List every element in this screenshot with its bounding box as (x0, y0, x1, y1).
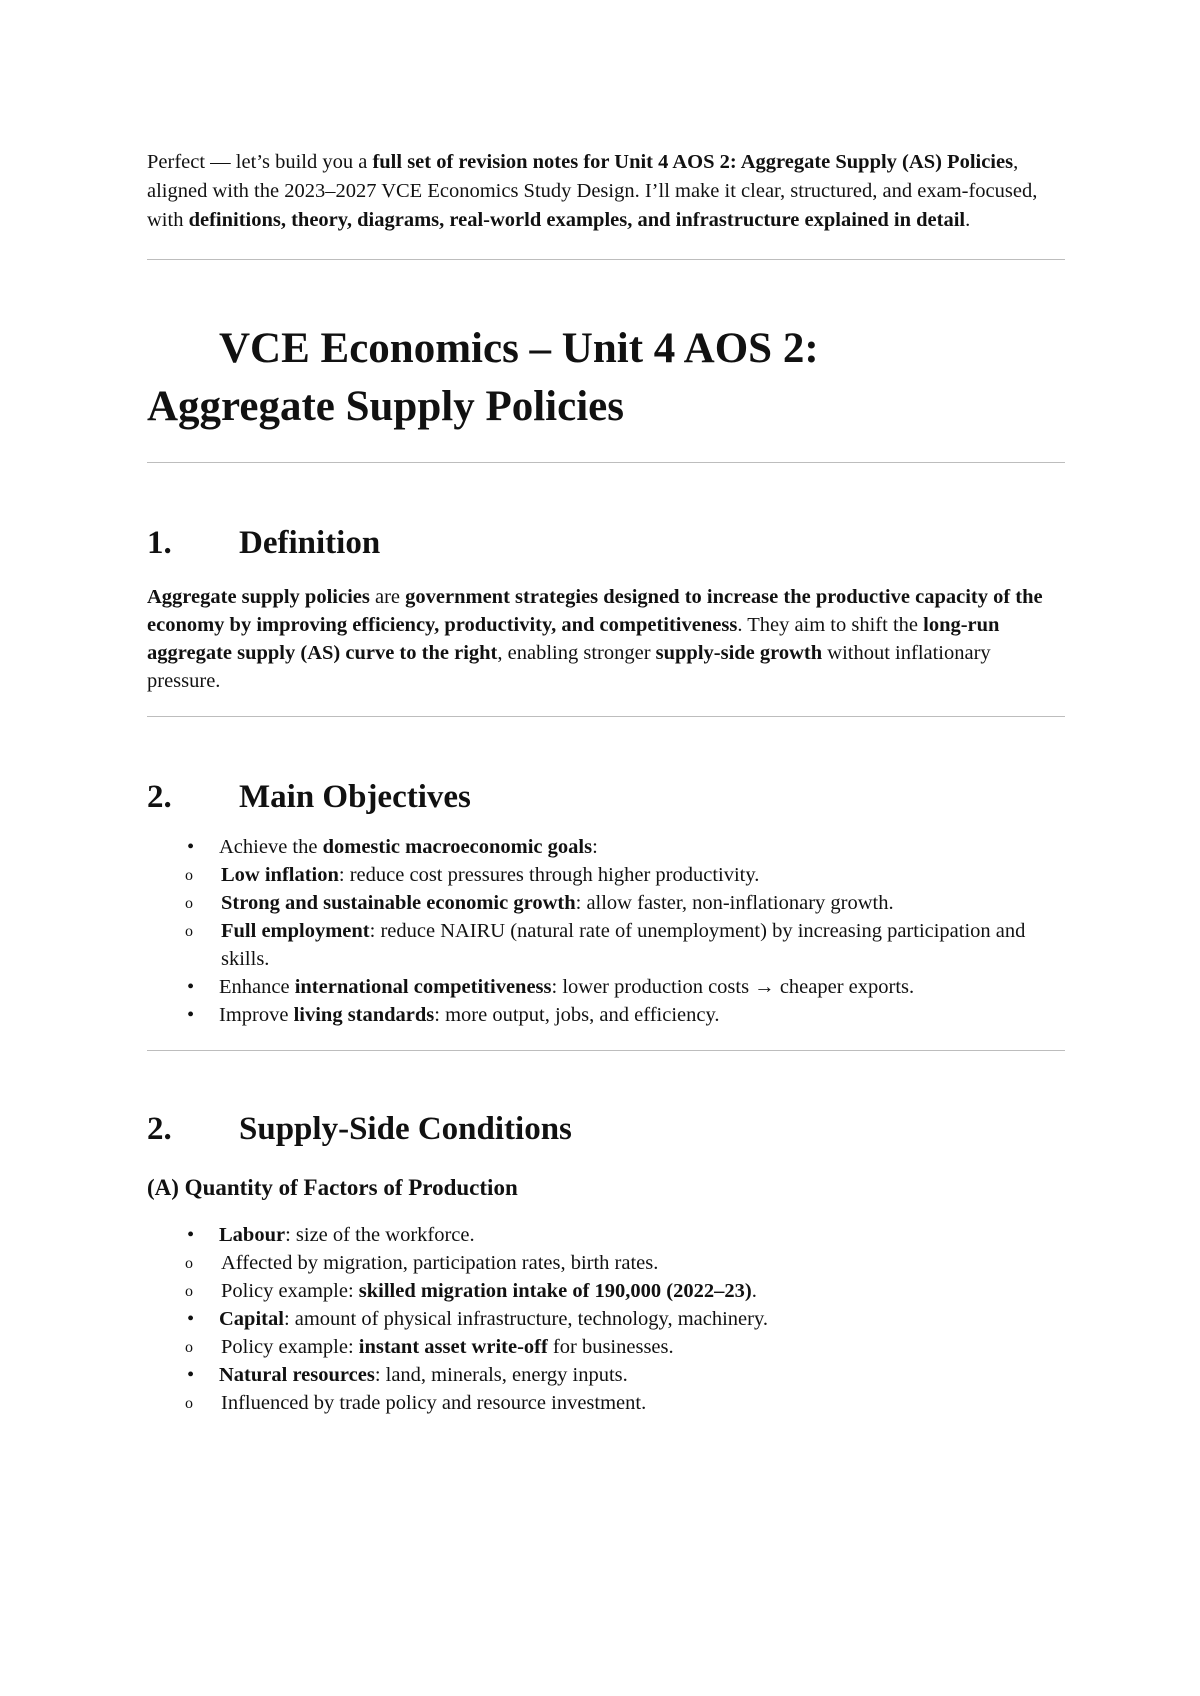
list-item (147, 1305, 1065, 1361)
text: for businesses. (547, 1336, 674, 1358)
sub-bullet-icon: o (185, 1395, 193, 1412)
intro-bold-contents: definitions, theory, diagrams, real-world examples, and infrastructure explained in detail (188, 209, 966, 231)
document-page (147, 136, 1065, 1417)
sub-bullet-icon: o (185, 1283, 193, 1300)
sub-list (147, 861, 1065, 973)
text: Policy example: (221, 1336, 359, 1358)
section-heading-definition (147, 523, 1065, 563)
divider (147, 716, 1065, 717)
bullet-icon: • (187, 836, 195, 858)
page-title-line1: VCE Economics – Unit 4 AOS 2: (219, 325, 819, 372)
list-item (147, 833, 1065, 973)
subsection-heading: (A) Quantity of Factors of Production (147, 1175, 518, 1200)
bullet-icon: • (187, 1364, 195, 1386)
section-title: Main Objectives (239, 779, 471, 815)
bold-term: Strong and sustainable economic growth (221, 892, 576, 914)
text: : reduce NAIRU (natural rate of unemployment) by increasing participation and skills. (221, 920, 1026, 970)
bold-term: skilled migration intake of 190,000 (2022–23) (358, 1280, 752, 1302)
factors-list (147, 1221, 1065, 1417)
intro-text: Perfect — let’s build you a (147, 151, 373, 173)
bold-term: government strategies designed to increase the productive capacity of the economy by improving efficiency, productivity, and competitiveness (147, 586, 1043, 636)
bold-term: international competitiveness (294, 976, 552, 998)
intro-text: . (965, 209, 971, 231)
bullet-icon: • (187, 1224, 195, 1246)
sub-list (147, 1249, 1065, 1305)
list-item (147, 973, 1065, 1001)
bold-term: domestic macroeconomic goals (322, 836, 593, 858)
sub-bullet-icon: o (185, 895, 193, 912)
divider (147, 259, 1065, 260)
bullet-icon: • (187, 976, 195, 998)
intro-bold-topic: full set of revision notes for Unit 4 AOS 2: Aggregate Supply (AS) Policies (372, 151, 1014, 173)
text: Enhance (219, 976, 295, 998)
section-number: 2. (147, 779, 172, 815)
definition-paragraph (147, 583, 1065, 695)
sub-list-item (147, 1389, 1065, 1417)
text: : land, minerals, energy inputs. (374, 1364, 628, 1386)
section-heading-supply-side (147, 1109, 1065, 1149)
sub-list-item (147, 861, 1065, 889)
text: . They aim to shift the (737, 614, 924, 636)
text: : amount of physical infrastructure, technology, machinery. (283, 1308, 768, 1330)
text: . (751, 1280, 757, 1302)
bold-term: supply-side growth (655, 642, 823, 664)
divider (147, 1050, 1065, 1051)
list-item (147, 1221, 1065, 1305)
list-item (147, 1001, 1065, 1029)
text: without inflationary pressure. (147, 642, 991, 692)
bullet-icon: • (187, 1308, 195, 1330)
intro-paragraph (147, 148, 1065, 235)
bold-term: Capital (219, 1308, 284, 1330)
section-number: 1. (147, 525, 172, 561)
text: Affected by migration, participation rates, birth rates. (221, 1252, 659, 1274)
text: Improve (219, 1004, 294, 1026)
text: : reduce cost pressures through higher productivity. (338, 864, 760, 886)
text: are (369, 586, 406, 608)
section-heading-objectives (147, 777, 1065, 817)
intro-text: , aligned with the 2023–2027 VCE Economics Study Design. I’ll make it clear, structured, and exam-focused, with (147, 151, 1038, 231)
bold-term: Natural resources (219, 1364, 375, 1386)
bold-term: Labour (219, 1224, 286, 1246)
sub-list-item (147, 1333, 1065, 1361)
bold-term: instant asset write-off (358, 1336, 548, 1358)
text: : (592, 836, 598, 858)
page-title-line2: Aggregate Supply Policies (147, 383, 624, 430)
page-title (147, 320, 1065, 436)
text: : allow faster, non-inflationary growth. (575, 892, 894, 914)
objectives-list (147, 833, 1065, 1029)
bullet-icon: • (187, 1004, 195, 1026)
sub-list-item (147, 889, 1065, 917)
text: Influenced by trade policy and resource investment. (221, 1392, 647, 1414)
text: , enabling stronger (497, 642, 656, 664)
section-title: Supply-Side Conditions (239, 1111, 572, 1147)
divider (147, 462, 1065, 463)
list-item (147, 1361, 1065, 1417)
bold-term: Low inflation (221, 864, 339, 886)
sub-bullet-icon: o (185, 1255, 193, 1272)
section-title: Definition (239, 525, 381, 561)
text: Policy example: (221, 1280, 359, 1302)
bold-term: Full employment (221, 920, 370, 942)
text: Achieve the (219, 836, 323, 858)
bold-term: Aggregate supply policies (147, 586, 370, 608)
sub-bullet-icon: o (185, 867, 193, 884)
sub-list-item (147, 1249, 1065, 1277)
sub-list (147, 1389, 1065, 1417)
sub-bullet-icon: o (185, 923, 193, 940)
text: : lower production costs → cheaper exports. (551, 976, 915, 998)
text: : more output, jobs, and efficiency. (434, 1004, 720, 1026)
sub-list (147, 1333, 1065, 1361)
bold-term: long-run aggregate supply (AS) curve to the right (147, 614, 1000, 664)
sub-bullet-icon: o (185, 1339, 193, 1356)
bold-term: living standards (293, 1004, 435, 1026)
sub-list-item (147, 1277, 1065, 1305)
section-number: 2. (147, 1111, 172, 1147)
text: : size of the workforce. (285, 1224, 475, 1246)
sub-list-item (147, 917, 1065, 973)
